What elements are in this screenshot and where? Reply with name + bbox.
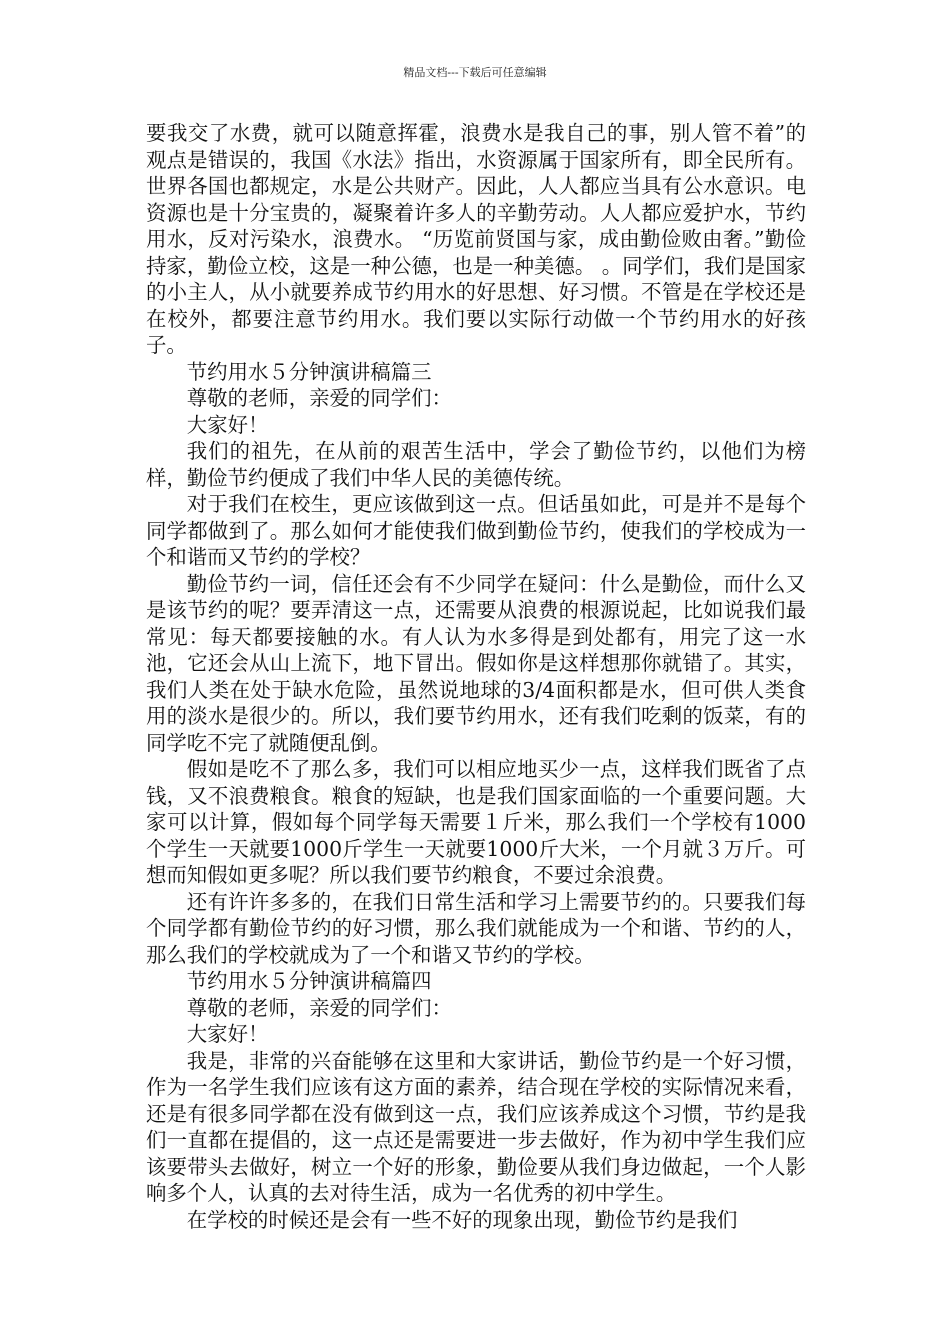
salutation: 尊敬的老师，亲爱的同学们： [186, 995, 452, 1020]
page-header: 精品文档---下载后可任意编辑 [403, 66, 547, 79]
paragraph: 对于我们在校生，更应该做到这一点。但话虽如此，可是并不是每个同学都做到了。那么如何才能使我们做到勤俭节约，使我们的学校成为一个和谐而又节约的学校？ [146, 492, 806, 569]
paragraph: 我是，非常的兴奋能够在这里和大家讲话，勤俭节约是一个好习惯，作为一名学生我们应该有这方面的素养，结合现在学校的实际情况来看，还是有很多同学都在没有做到这一点，我们应该养成这个习惯，节约是我们一直都在提倡的，这一点还是需要进一步去做好，作为初中学生我们应该要带头去做好，树立一个好的形象，勤俭要从我们身边做起，一个人影响多个人，认真的去对待生活，成为一名优秀的初中学生。 [146, 1048, 806, 1205]
paragraph: 还有许许多多的，在我们日常生活和学习上需要节约的。只要我们每个同学都有勤俭节约的好习惯，那么我们就能成为一个和谐、节约的人，那么我们的学校就成为了一个和谐又节约的学校。 [146, 889, 806, 967]
paragraph: 假如是吃不了那么多，我们可以相应地买少一点，这样我们既省了点钱，又不浪费粮食。粮食的短缺，也是我们国家面临的一个重要问题。大家可以计算，假如每个同学每天需要１斤米，那么我们一个学校有1000个学生一天就要1000斤学生一天就要1000斤大米，一个月就３万斤。可想而知假如更多呢？所以我们要节约粮食，不要过余浪费。 [146, 757, 806, 887]
section-title: 节约用水５分钟演讲稿篇四 [186, 969, 432, 993]
paragraph: 要我交了水费，就可以随意挥霍，浪费水是我自己的事，别人管不着”的观点是错误的，我国《水法》指出，水资源属于国家所有，即全民所有。世界各国也都规定，水是公共财产。因此，人人都应当具有公水意识。电资源也是十分宝贵的，凝聚着许多人的辛勤劳动。人人都应爱护水，节约用水，反对污染水，浪费水。 “历览前贤国与家，成由勤俭败由奢。”勤俭持家，勤俭立校，这是一种公德，也是一种美德。 。同学们，我们是国家的小主人，从小就要养成节约用水的好思想、好习惯。不管是在学校还是在校外，都要注意节约用水。我们要以实际行动做一个节约用水的好孩子。 [146, 121, 806, 357]
section-title: 节约用水５分钟演讲稿篇三 [186, 359, 432, 384]
paragraph: 在学校的时候还是会有一些不好的现象出现，勤俭节约是我们 [186, 1207, 738, 1232]
paragraph: 我们的祖先，在从前的艰苦生活中，学会了勤俭节约，以他们为榜样，勤俭节约便成了我们中华人民的美德传统。 [146, 439, 806, 490]
paragraph: 勤俭节约一词，信任还会有不少同学在疑问：什么是勤俭，而什么又是该节约的呢？要弄清这一点，还需要从浪费的根源说起，比如说我们最常见：每天都要接触的水。有人认为水多得是到处都有，用完了这一水池，它还会从山上流下，地下冒出。假如你是这样想那你就错了。其实，我们人类在处于缺水危险，虽然说地球的3/4面积都是水，但可供人类食用的淡水是很少的。所以，我们要节约用水，还有我们吃剩的饭菜，有的同学吃不完了就随便乱倒。 [146, 571, 806, 755]
greeting: 大家好！ [186, 412, 269, 437]
document-body [146, 120, 806, 1233]
greeting: 大家好！ [186, 1022, 269, 1046]
salutation: 尊敬的老师，亲爱的同学们： [186, 386, 452, 410]
